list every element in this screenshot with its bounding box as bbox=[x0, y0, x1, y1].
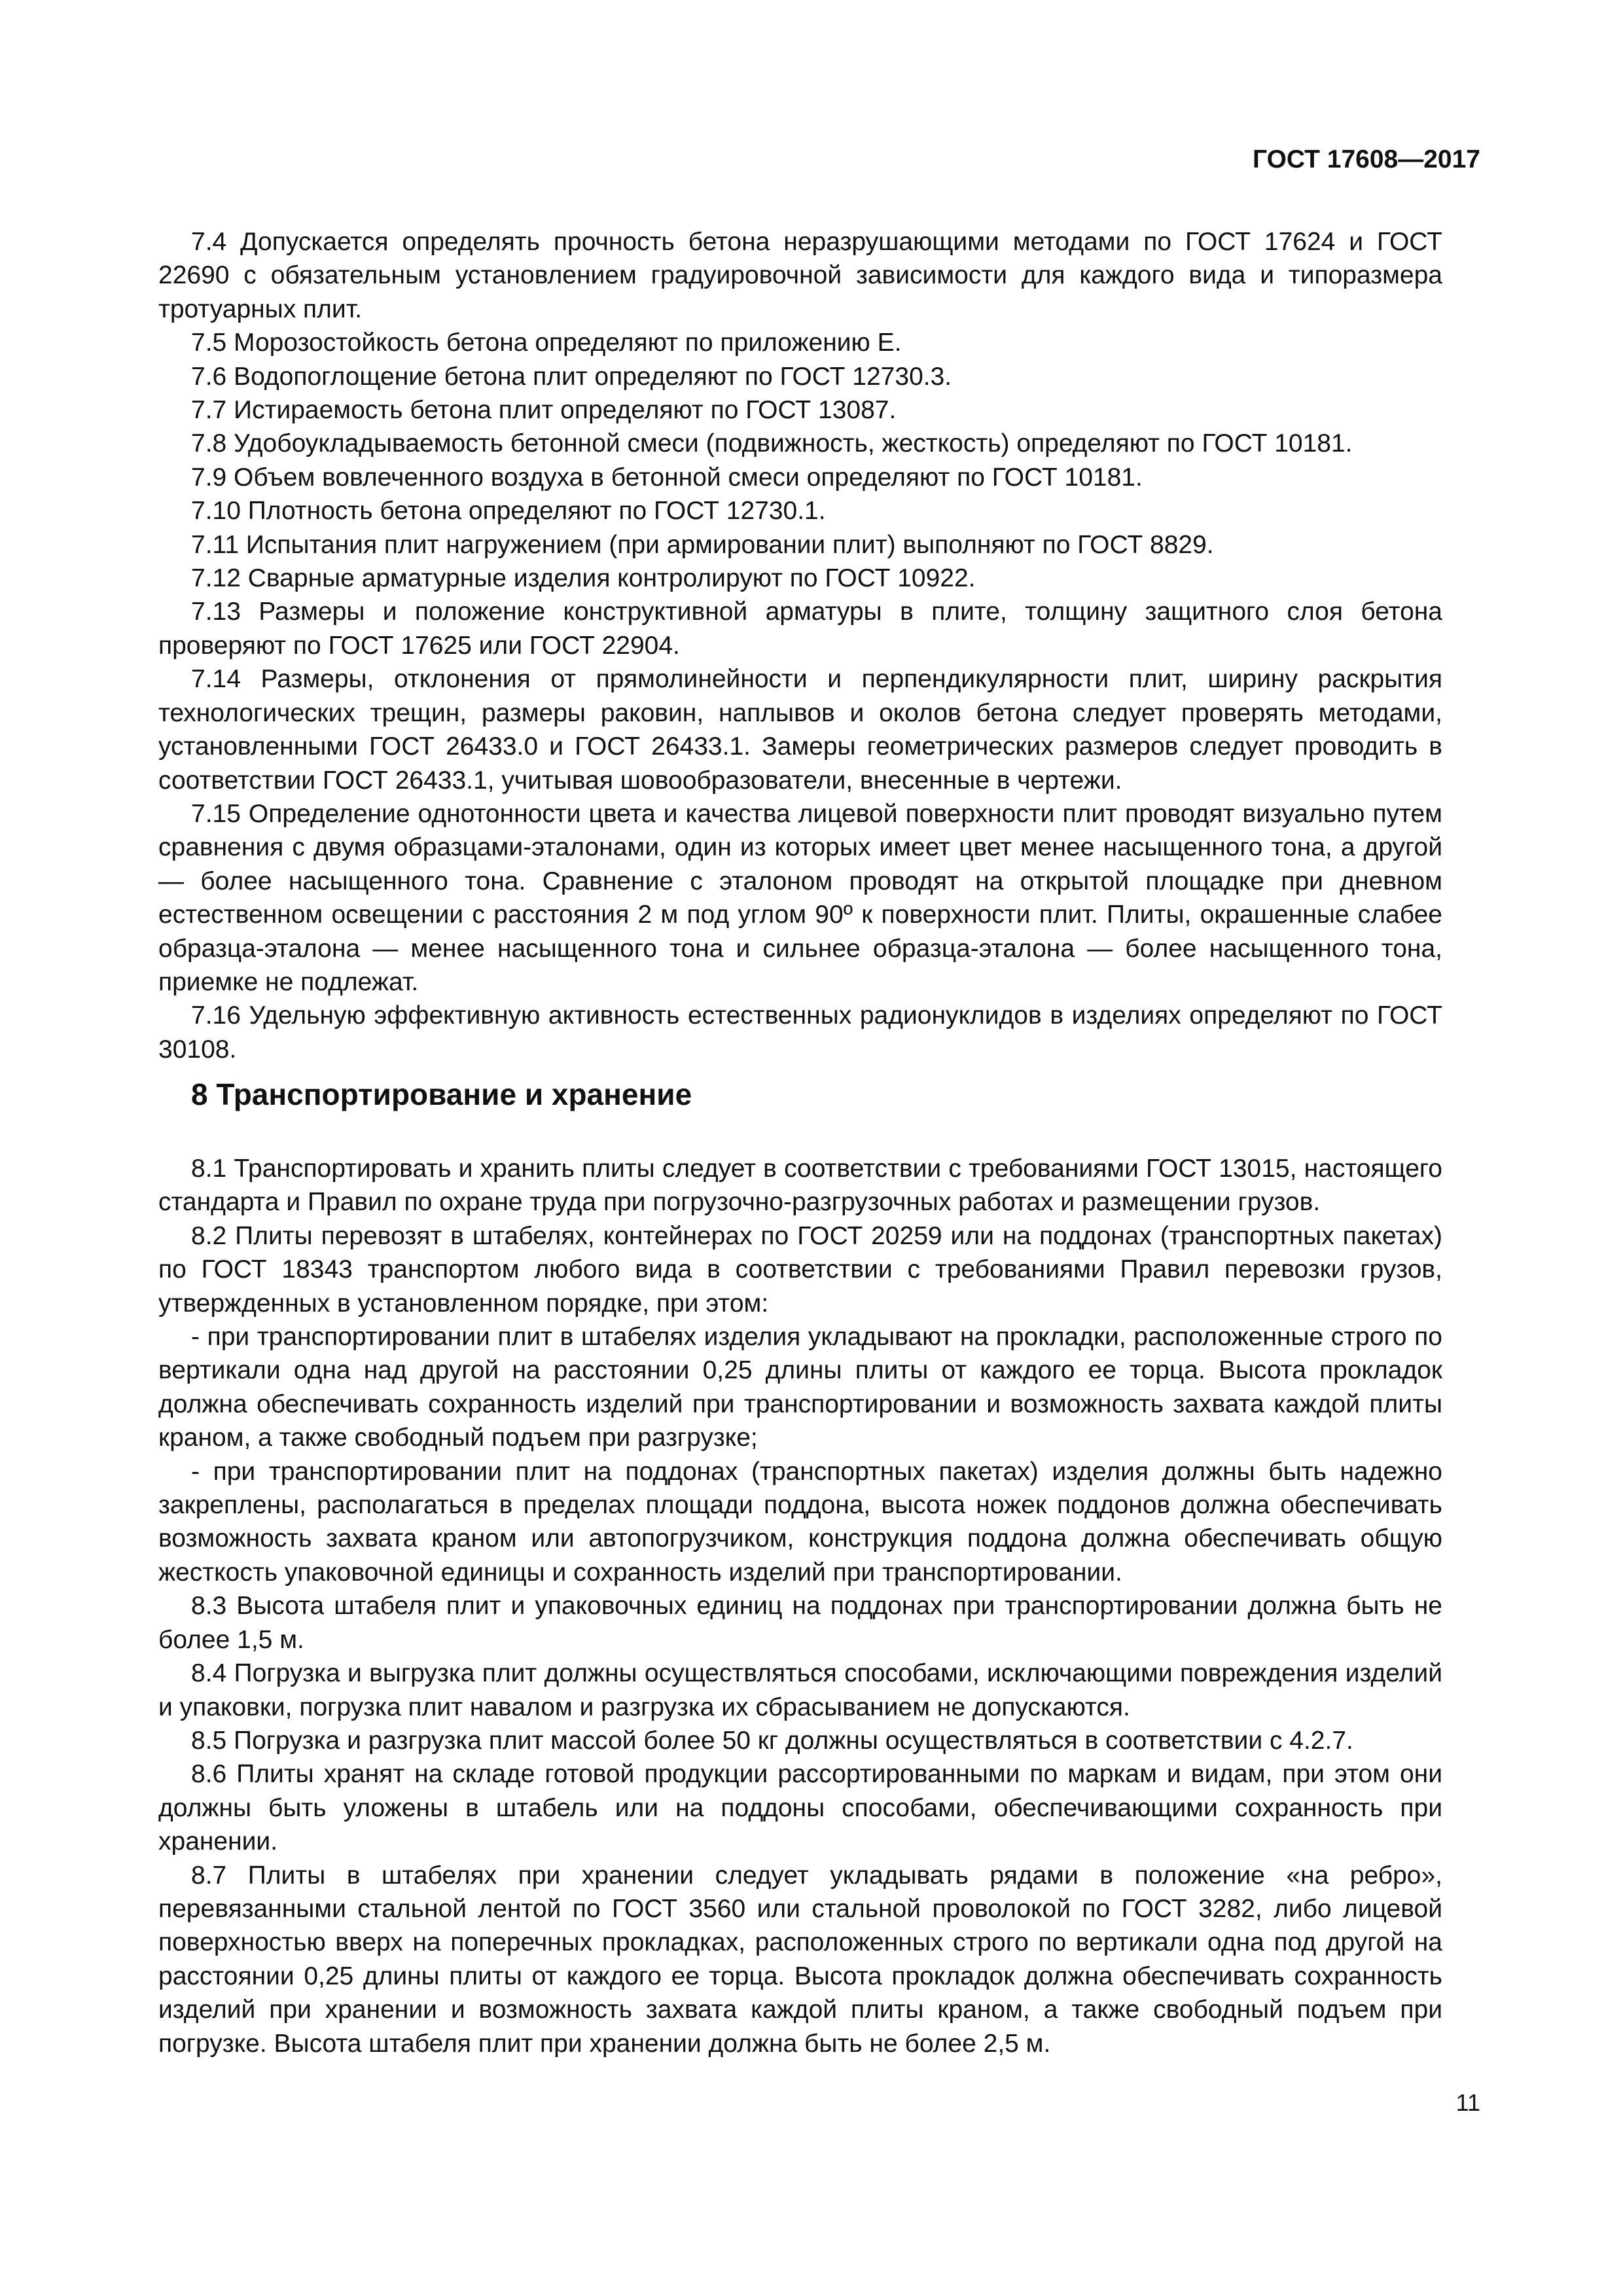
paragraph-7-16: 7.16 Удельную эффективную активность естественных радионуклидов в изделиях определяют по ГОСТ 30108. bbox=[158, 1001, 1442, 1064]
paragraph-8-1: 8.1 Транспортировать и хранить плиты следует в соответствии с требованиями ГОСТ 13015, настоящего стандарта и Правил по охране труда при погрузочно-разгрузочных работах и размещении грузов. bbox=[158, 1155, 1442, 1217]
section-8-body bbox=[158, 1152, 1442, 2060]
section-8-heading: 8 Транспортирование и хранение bbox=[191, 1077, 692, 1111]
paragraph-8-4: 8.4 Погрузка и выгрузка плит должны осуществляться способами, исключающими повреждения изделий и упаковки, погрузка плит навалом и разгрузка их сбрасыванием не допускаются. bbox=[158, 1659, 1442, 1721]
paragraph-8-3: 8.3 Высота штабеля плит и упаковочных единиц на поддонах при транспортировании должна быть не более 1,5 м. bbox=[158, 1592, 1442, 1654]
paragraph-7-15: 7.15 Определение однотонности цвета и качества лицевой поверхности плит проводят визуально путем сравнения с двумя образцами-эталонами, один из которых имеет цвет менее насыщенного тона, а другой — более насыщенного тона. Сравнение с эталоном проводят на открытой площадке при дневном естественном освещении с расстояния 2 м под углом 90º к поверхности плит. Плиты, окрашенные слабее образца-эталона — менее насыщенного тона и сильнее образца-эталона — более насыщенного тона, приемке не подлежат. bbox=[158, 799, 1442, 996]
paragraph-8-2: 8.2 Плиты перевозят в штабелях, контейнерах по ГОСТ 20259 или на поддонах (транспортных пакетах) по ГОСТ 18343 транспортом любого вида в соответствии с требованиями Правил перевозки грузов, утвержденных в установленном порядке, при этом: bbox=[158, 1221, 1442, 1318]
list-item-stacks: - при транспортировании плит в штабелях изделия укладывают на прокладки, расположенные строго по вертикали одна над другой на расстоянии 0,25 длины плиты от каждого ее торца. Высота прокладок должна обеспечивать сохранность изделий при транспортировании и возможность захвата каждой плиты краном, а также свободный подъем при разгрузке; bbox=[158, 1323, 1442, 1452]
page-number: 11 bbox=[1455, 2089, 1480, 2116]
list-item-pallets: - при транспортировании плит на поддонах (транспортных пакетах) изделия должны быть надежно закреплены, располагаться в пределах площади поддона, высота ножек поддонов должна обеспечивать возможность захвата краном или автопогрузчиком, конструкция поддона должна обеспечивать общую жесткость упаковочной единицы и сохранность изделий при транспортировании. bbox=[158, 1457, 1442, 1587]
paragraph-8-6: 8.6 Плиты хранят на складе готовой продукции рассортированными по маркам и видам, при этом они должны быть уложены в штабель или на поддоны способами, обеспечивающими сохранность при хранении. bbox=[158, 1760, 1442, 1856]
paragraph-7-10: 7.10 Плотность бетона определяют по ГОСТ 12730.1. bbox=[191, 497, 826, 526]
paragraph-7-12: 7.12 Сварные арматурные изделия контролируют по ГОСТ 10922. bbox=[191, 564, 976, 593]
standard-header: ГОСТ 17608—2017 bbox=[1253, 145, 1480, 173]
paragraph-8-5: 8.5 Погрузка и разгрузка плит массой более 50 кг должны осуществляться в соответствии с 4.2.7. bbox=[191, 1726, 1353, 1755]
section-7-body bbox=[158, 225, 1442, 1066]
paragraph-7-4: 7.4 Допускается определять прочность бетона неразрушающими методами по ГОСТ 17624 и ГОСТ 22690 с обязательным установлением градуировочной зависимости для каждого вида и типоразмера тротуарных плит. bbox=[158, 228, 1442, 323]
paragraph-7-7: 7.7 Истираемость бетона плит определяют по ГОСТ 13087. bbox=[191, 396, 897, 425]
paragraph-7-6: 7.6 Водопоглощение бетона плит определяют по ГОСТ 12730.3. bbox=[191, 362, 952, 391]
paragraph-7-11: 7.11 Испытания плит нагружением (при армировании плит) выполняют по ГОСТ 8829. bbox=[191, 530, 1214, 559]
paragraph-7-13: 7.13 Размеры и положение конструктивной арматуры в плите, толщину защитного слоя бетона проверяют по ГОСТ 17625 или ГОСТ 22904. bbox=[158, 598, 1442, 660]
paragraph-8-7: 8.7 Плиты в штабелях при хранении следует укладывать рядами в положение «на ребро», перевязанными стальной лентой по ГОСТ 3560 или стальной проволокой по ГОСТ 3282, либо лицевой поверхностью вверх на поперечных прокладках, расположенных строго по вертикали одна под другой на расстоянии 0,25 длины плиты от каждого ее торца. Высота прокладок должна обеспечивать сохранность изделий при хранении и возможность захвата каждой плиты краном, а также свободный подъем при погрузке. Высота штабеля плит при хранении должна быть не более 2,5 м. bbox=[158, 1861, 1442, 2058]
paragraph-7-5: 7.5 Морозостойкость бетона определяют по приложению Е. bbox=[191, 329, 902, 357]
paragraph-7-9: 7.9 Объем вовлеченного воздуха в бетонной смеси определяют по ГОСТ 10181. bbox=[191, 463, 1143, 492]
paragraph-7-8: 7.8 Удобоукладываемость бетонной смеси (подвижность, жесткость) определяют по ГОСТ 10181. bbox=[191, 429, 1353, 458]
paragraph-7-14: 7.14 Размеры, отклонения от прямолинейности и перпендикулярности плит, ширину раскрытия технологических трещин, размеры раковин, наплывов и околов бетона следует проверять методами, установленными ГОСТ 26433.0 и ГОСТ 26433.1. Замеры геометрических размеров следует проводить в соответствии ГОСТ 26433.1, учитывая шовообразователи, внесенные в чертежи. bbox=[158, 665, 1442, 795]
